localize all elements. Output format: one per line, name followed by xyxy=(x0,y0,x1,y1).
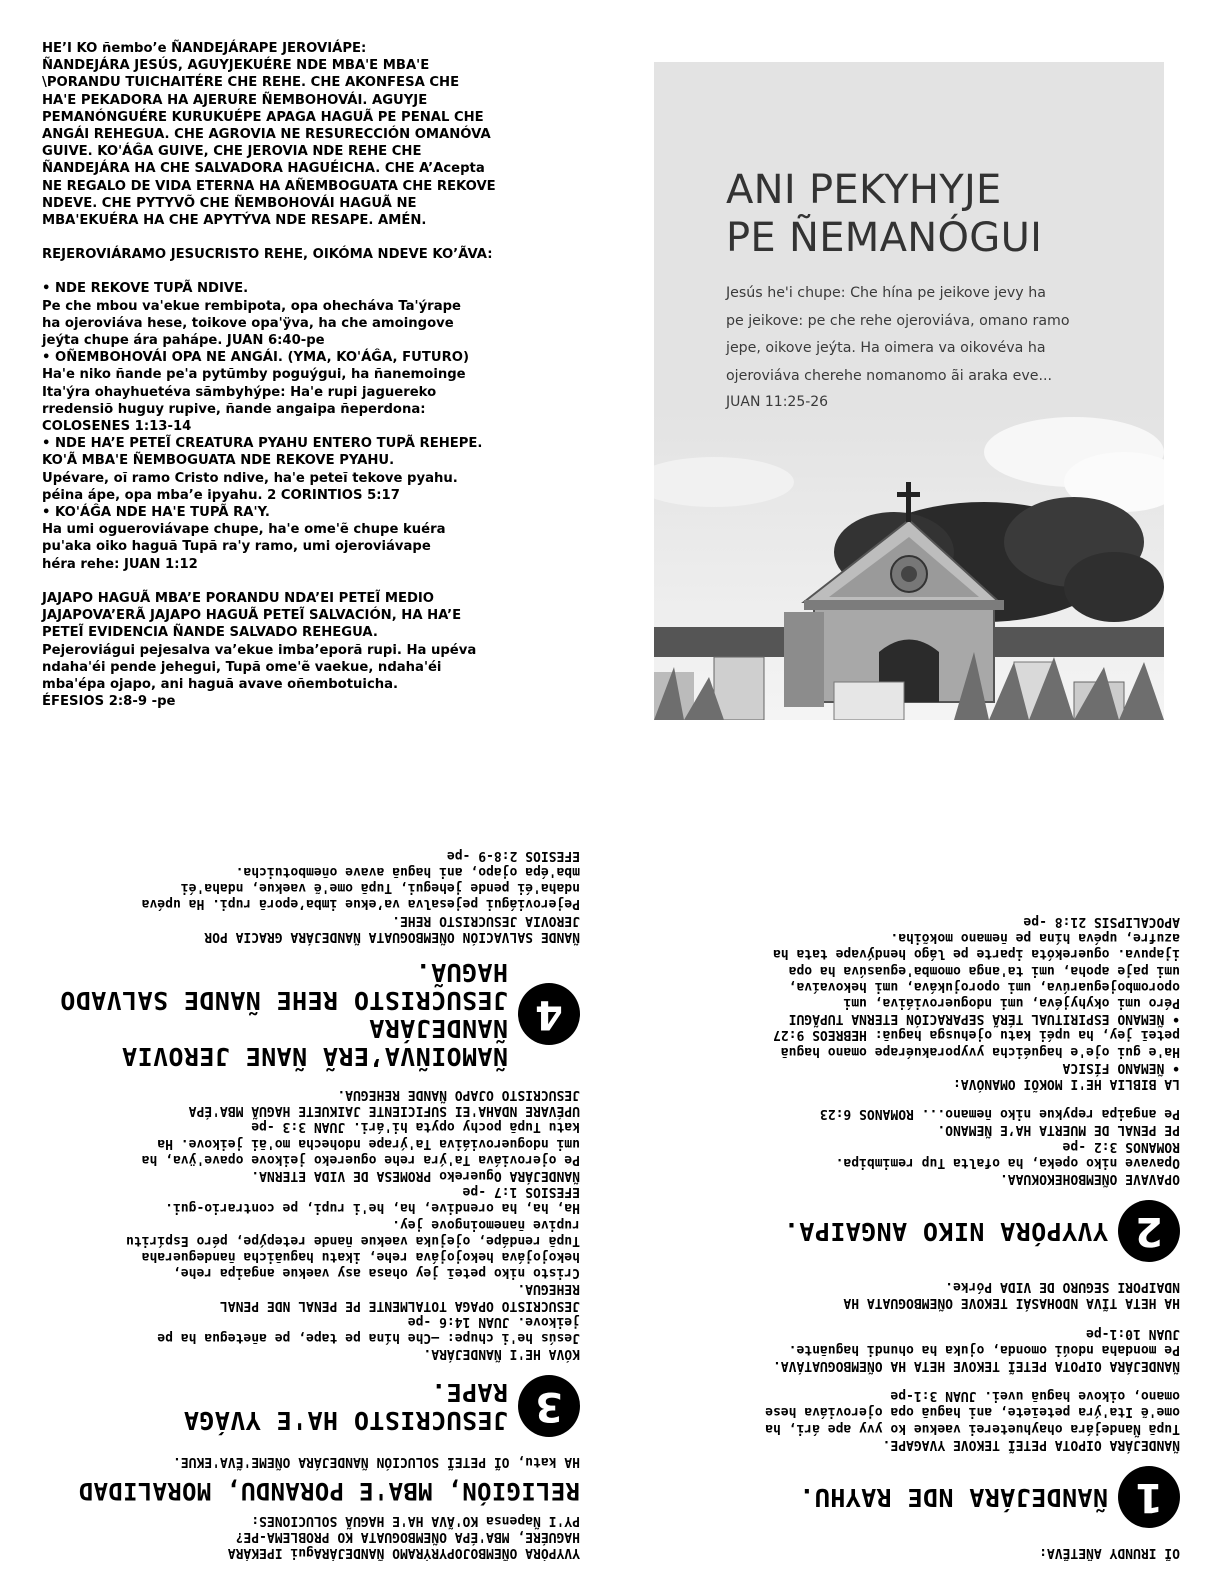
point-2-title: YVYPÓRA NIKO ANGAIPA. xyxy=(783,1216,1108,1246)
cover-title: ANI PEKYHYJE PE ÑEMANÓGUI xyxy=(726,167,1043,261)
points-1-2-panel xyxy=(640,800,1180,1560)
salvation-note: JAJAPO HAGUÃ MBA’E PORANDU NDA’EI PETEĨ MEDIO JAJAPOVA’ERÃ JAJAPO HAGUÃ PETEĨ SALVACIÓN, HA HA’E PETEĨ EVIDENCIA ÑANDE SALVADO REHEGUA. Pejeroviágui pejesalva va’ekue imba’eporã rupi. Ha upéva ndaha'éi pende jehegui, Tupã ome'ẽ vaekue, ndaha'éi mba'épa ojapo, ani haguã avave oñembotuicha. ÉFESIOS 2:8-9 -pe xyxy=(42,590,477,710)
point-1-heading xyxy=(640,1466,1180,1528)
point-1-title: ÑANDEJÁRA NDE RAYHU. xyxy=(798,1482,1108,1512)
prayer-paragraph: HE’I KO ñembo’e ÑANDEJÁRAPE JEROVIÁPE: ÑANDEJÁRA JESÚS, AGUYJEKUÉRE NDE MBA'E MBA'E \PORANDU TUICHAITÉRE CHE REHE. CHE AKONFESA CHE HA'E PEKADORA HA AJERURE ÑEMBOHOVÁI. AGUYJE PEMANÓNGUÉRE KURUKUÉPE APAGA HAGUÃ PE PENAL CHE ANGÁI REHEGUA. CHE AGROVIA NE RESURECCIÓN OMANÓVA GUIVE. KO'ÁĜA GUIVE, CHE JEROVIA NDE REHE CHE ÑANDEJÁRA HA CHE SALVADORA HAGUÉICHA. CHE A’Acepta NE REGALO DE VIDA ETERNA HA AÑEMBOGUATA CHE REKOVE NDEVE. CHE PYTYVÕ CHE ÑEMBOHOVÁI HAGUÃ NE MBA'EKUÉRA HA CHE APYTÝVA NDE RESAPE. AMÉN. xyxy=(42,41,496,229)
points-3-4-panel xyxy=(40,800,580,1560)
point-1-text-2: ÑANDEJÁRA OIPOTA PETEĨ TEKOVE HETA HA OÑEMBOGUATÁVA. Pe mondaha ndoúi omonda, ojuka ha ohundi haguãnte. JUAN 10:1-pe xyxy=(773,1325,1180,1373)
four-truths-intro: OĨ IRUNDY AÑETẼVA: xyxy=(1039,1545,1180,1560)
point-1-text: ÑANDEJÁRA OIPOTA PETEĨ TEKOVE YVAGAPE. Tupã Ñandejára ohayhueterei vaekue ko yvy ape ári, ha ome'ẽ Ita'ýra peteĩete, ani haguã opa ojeroviáva hese omano, oikove haguã uvei. JUAN 3:1-pe xyxy=(765,1388,1180,1452)
point-4-number: 4 xyxy=(518,983,580,1045)
benefits-list: • NDE REKOVE TUPÃ NDIVE. Pe che mbou va'ekue rembipota, opa ohecháva Ta'ýrape ha ojeroviáva hese, toikove opa'ÿva, ha che amoingove jeýta chupe ára paháре. JUAN 6:40-pe • OÑEMBOHOVÁI OPA NE ANGÁI. (YMA, KO'ÁĜA, FUTURO) Ha'e niko ñande pe'a pytũmby poguýgui, ha ñanemoinge Ita'ýra ohayhuetéva sãmbyhýpe: Ha'e rupi jaguereko rredensiõ huguy rupive, ñande angaipa ñeperdona: COLOSENES 1:13-14 • NDE HA’E PETEĨ CREATURA PYAHU ENTERO TUPÃ REHEPE. KO'Ã MBA'E ÑEMBOGUATA NDE REKOVE PYAHU. Upévare, oĩ ramo Cristo ndive, ha'e peteĩ tekove pyahu. péina ápe, opa mba’e ipyahu. 2 CORINTIOS 5:17 • KO'ÁĜA NDE HA'E TUPÃ RA'Y. Ha umi ogueroviávape chupe, ha'e ome'ẽ chupe kuéra pu'aka oiko haguã Tupã ra'y ramo, umi ojeroviávape héra rehe: JUAN 1:12 xyxy=(42,281,483,572)
point-3-text: KÓVA HE'I ÑANDEJÁRA. Jesús he'i chupe: —Che hína pe tape, pe añetegua ha pe jeikove. JUAN 14:6 -pe JESUCRISTO OPAGA TOTALMENTE PE PENAL NDE PENAL REHEGUA. Cristo niko peteĩ jey ohasa asy vaekue angaipa rehe, hekojojáva hekojojáva rehe, ikatu haguãicha ñandegueraha Tupã rendápe, ojejuka vaekue ñande retepýpe, péro Espíritu rupive ñanemoingove jey. Ha, ha, ha orendive, ha, he'i rupi, pe contrario-gui. EFESIOS 1:7 -pe ÑANDEJÁRA Oguereko PROMESA DE VIDA ETERNA. Pe ojeroviáva Ta'ýra rehe oguereko jeikove opave'ÿva, ha umi ndogueroviáiva Ta'ýrape ndohecha mo'ãi jeikove. Ha katu Tupã pochy opyta hi'ári. JUAN 3:3 -pe UPÉVARE NDAHA'EI SUFICIENTE JAIKUETE HAGUÃ MBA'ÉPA JESUCRISTO OJAPO ÑANDE REHEGUA. xyxy=(126,1086,580,1362)
point-4-heading xyxy=(40,958,580,1070)
point-3-number: 3 xyxy=(518,1375,580,1437)
point-3-heading xyxy=(40,1375,580,1437)
point-4-text: ÑANDE SALVACIÓN OÑEMBOGUATA ÑANDEJÁRA GRACIA POR JEROVIA JESUCRISTO REHE. Pejeroviágui pejesalva va’ekue imba’eporã rupi. Ha upéva ndaha'éi pende jehegui, Tupã ome'ẽ vaekue, ndaha'éi mba'épa ojapo, ani haguã avave oñembotuicha. EFESIOS 2:8-9 -pe xyxy=(141,847,580,944)
cover-verse-reference: JUAN 11:25-26 xyxy=(726,394,829,410)
benefits-heading: REJEROVIÁRAMO JESUCRISTO REHE, OIKÓMA NDEVE KO’ÃVA: xyxy=(42,247,493,263)
cover-panel xyxy=(654,62,1164,720)
point-1-text-3: HA HETA TĨVA NDOHASÁI TEKOVE OÑEMBOGUATA HA NDAIPORI SEGURO DE VIDA Pórke. xyxy=(843,1279,1180,1311)
point-4-title: ÑAMOIÑVA’ERÃ ÑANE JEROVIA ÑANDEJÁRA JESUCRISTO REHE ÑANDE SALVADO HAGUÃ. xyxy=(59,957,508,1071)
point-2-text: OPAVAVE OÑEMBOHEKOKUAA. Opavave niko opeka, ha ofalta Tup remimbipa. ROMANOS 3:2 -pe PE PENAL DE MUERTA HA’E ÑEMANO. Pe angaipa repykue niko ñemano... ROMANOS 6:23 xyxy=(819,1106,1180,1186)
point-3-title: JESUCRISTO HA'E YVÁGA RAPE. xyxy=(183,1378,508,1436)
prayer-section xyxy=(42,40,582,710)
cover-verse-text: Jesús he'i chupe: Che hína pe jeikove jevy ha pe jeikove: pe che rehe ojeroviáva, omano ramo jepe, oikove jeýta. Ha oimera va oikovéva ha ojeroviáva cherehe nomanomo ãi araka eve... xyxy=(726,285,1070,384)
point-2-text-2: LA BIBLIA HE'I MOKÕI OMANÓVA: • ÑEMANO FÍSICA Ha'e gui oje'e haguéicha yvyporakuérape omano haguã peteĩ jey, ha upéi katu ojehusga haguã: HEBREOS 9:27 • ÑEMANO ESPIRITUAL TÉRÃ SEPARACIÓN ETERNA TUPÃGUI Péro umi okyhyjéva, umi ndogueroviáiva, umi oporomboje​guarúva, umi oporojukáva, umi hekovaíva, umi paje apoha, umi ta'anga omomba'eguasúva ha opa ijapuva. oguerekóta iparte pe lágo hendývape tata ha azufre, upéva hína pe ñemano mokõiha. APOCALIPSIS 21:8 -pe xyxy=(773,913,1180,1091)
point-2-heading xyxy=(640,1200,1180,1262)
church-cemetery-photo xyxy=(654,412,1164,720)
point-1-number: 1 xyxy=(1118,1466,1180,1528)
solutions-intro: YVYPÓRA OÑEMBOJOPYRÝRAMO ÑANDEJÁRAgui IPEKÁRA HAGUÉRE, MBA'ÉPA OÑEMBOGUATA KO PROBLEMA-PE? PY'I Ñapensa KO'ÃVA HA'E HAGUÃ SOLUCIONES: xyxy=(227,1512,580,1560)
point-2-number: 2 xyxy=(1118,1200,1180,1262)
false-solutions-heading: RELIGIÓN, MBA'E PORANDU, MORALIDAD xyxy=(78,1477,580,1506)
true-solution-line: HA katu, OĨ PETEĨ SOLUCIÓN ÑANDEJÁRA OÑEME'ẼVA'EKUE. xyxy=(173,1454,580,1470)
